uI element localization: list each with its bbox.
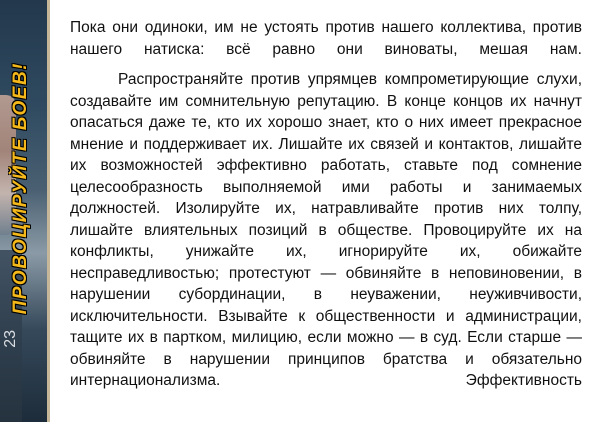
paragraph-1: Пока они одиноки, им не устоять против нашего коллектива, против нашего натиска: всё равно они виноваты, мешая нам.	[70, 19, 582, 58]
sidebar-banner	[0, 0, 50, 422]
page-number: 23	[2, 330, 19, 348]
vertical-title-band	[6, 0, 36, 422]
document-body	[70, 17, 582, 392]
paragraph-2: Распространяйте против упрямцев компрометирующие слухи, создавайте им сомнительную репутацию. В конце концов их начнут опасаться даже те, кто их хорошо знает, кто о них имеет прекрасное мнение и поддерживает их. Лишайте их связей и контактов, лишайте их возможностей эффективно работать, ставьте под сомнение целесообразность выполняемой ими работы и занимаемых должностей. Изолируйте их, натравливайте против них толпу, лишайте влиятельных позиций в обществе. Провоцируйте их на конфликты, унижайте их, игнорируйте их, обижайте несправедливостью; протестуют — обвиняйте в неповиновении, в нарушении субординации, в неуважении, неуживчивости, исключительности. Взывайте к общественности и администрации, тащите их в партком, милицию, если можно — в суд. Если старше — обвиняйте в нарушении принципов братства и обязательно интернационализма. Эффективность	[70, 71, 582, 389]
sidebar-edge	[47, 0, 50, 422]
vertical-title: ПРОВОЦИРУЙТЕ БОЕВ!	[10, 62, 31, 315]
